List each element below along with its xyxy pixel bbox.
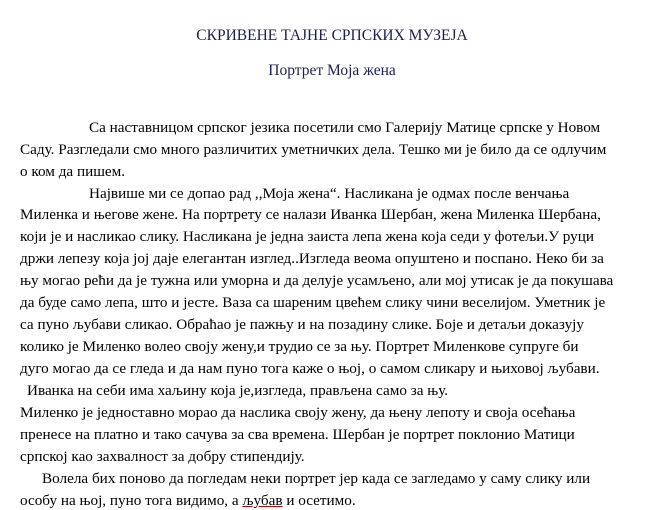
text-line: Саду. Разгледали смо много различитих уметничких дела. Тешко ми је било да се одлучим [20, 141, 607, 158]
text-line: који је и насликао слику. Насликана је једна заиста лепа жена која седи у фотељи.У руци [20, 228, 595, 245]
text-line: њу могао рећи да је тужна или уморна и да делује усамљено, али мој утисак је да покушава [20, 272, 614, 289]
text-line: колико је Миленко волео своју жену,и трудио се за њу. Портрет Миленкове супруге би [20, 338, 579, 355]
document-subtitle: Портрет Моја жена [268, 62, 396, 79]
text-fragment: особу на њој, пуно тога видимо, а [20, 492, 239, 509]
text-line: о ком да пишем. [20, 163, 126, 180]
underlined-word: љубав [242, 492, 283, 509]
text-line: са пуно љубави сликао. Обраћао је пажњу и на позадину слике. Боје и детаљи доказују [20, 316, 584, 333]
text-line: српској као захвалност за добру стипендију. [20, 448, 305, 465]
text-line-final [20, 492, 356, 510]
text-fragment: и осетимо. [286, 492, 356, 509]
text-line: Највише ми се допао рад ,,Моја жена“. Насликана је одмах после венчања [89, 185, 570, 202]
text-line: пренесе на платно и тако сачува за сва времена. Шербан је портрет поклонио Матици [20, 426, 575, 443]
text-line: да буде само лепа, што и јесте. Ваза са шареним цвећем слику чини веселијом. Уметник је [20, 294, 606, 311]
text-line: Миленка и његове жене. На портрету се налази Иванка Шербан, жена Миленка Шербана, [20, 206, 601, 223]
text-line: дуго могао да се гледа и да нам пуно тога каже о њој, о самом сликару и њиховој љубави. [20, 360, 600, 377]
text-line: Иванка на себи има хаљину која је,изгледа, прављена само за њу. [27, 382, 449, 399]
text-line: Са наставницом српског језика посетили смо Галерију Матице српске у Новом [89, 119, 601, 136]
document-title: СКРИВЕНЕ ТАЈНЕ СРПСКИХ МУЗЕЈА [196, 27, 468, 44]
text-line: Волела бих поново да погледам неки портрет јер када се загледамо у саму слику или [42, 470, 591, 487]
text-line: Миленко је једноставно морао да наслика своју жену, да њену лепоту и своја осећања [20, 404, 576, 421]
text-line: држи лепезу која јој даје елегантан изглед..Изгледа веома опуштено и поспано. Неко би за [20, 250, 604, 267]
